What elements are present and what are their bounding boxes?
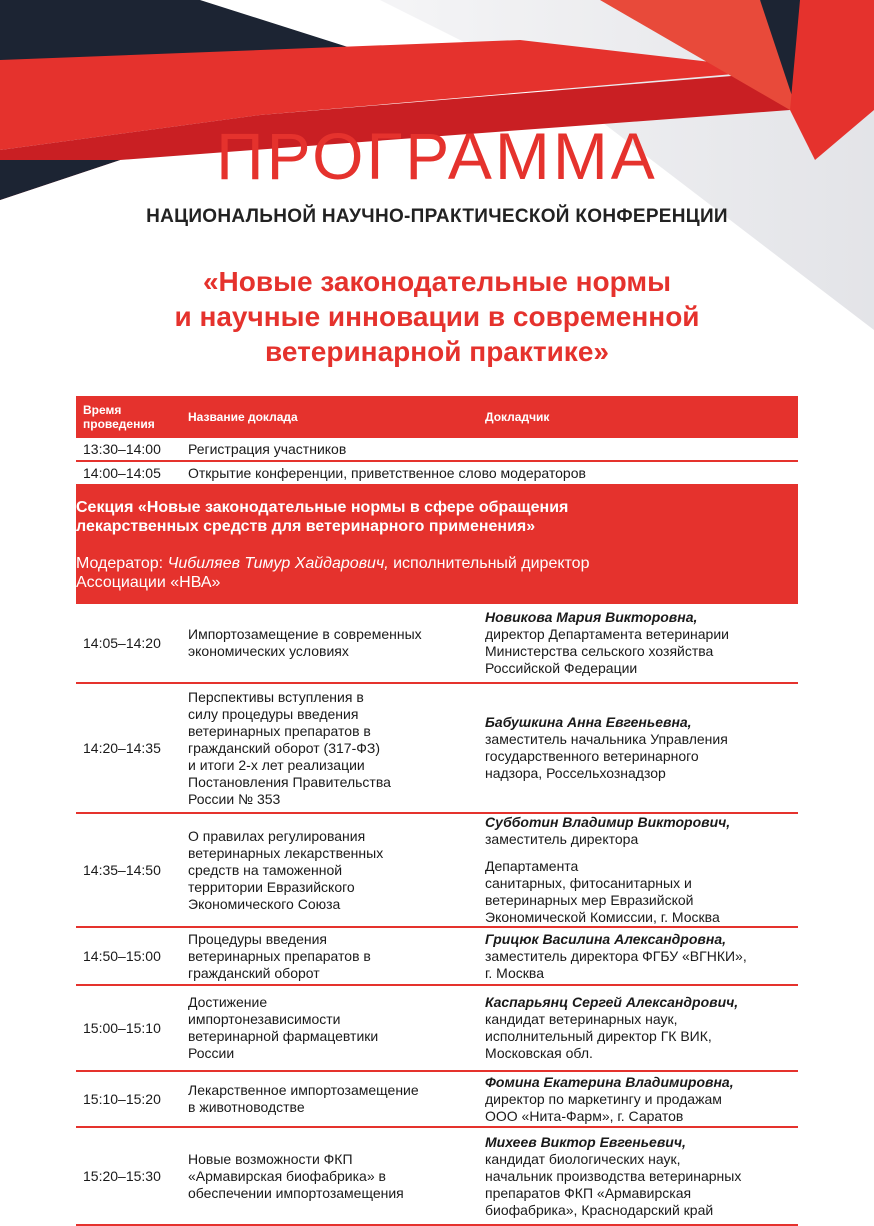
row-time: 14:20–14:35 (76, 683, 178, 813)
row-title-line: и итоги 2-х лет реализации (188, 756, 365, 773)
speaker-name: Каспарьянц Сергей Александрович, (485, 994, 739, 1010)
row-title (178, 927, 475, 985)
conference-title-line: и научные инновации в современной (174, 301, 700, 332)
row-title: Открытие конференции, приветственное слово модераторов (178, 461, 798, 485)
conference-title-line: ветеринарной практике» (265, 336, 609, 367)
section-name (76, 498, 798, 536)
table-row (76, 438, 798, 461)
speaker-detail-line: надзора, Россельхознадзор (485, 765, 666, 781)
table-row (76, 683, 798, 813)
row-title-line: гражданский оборот (317-ФЗ) (188, 739, 380, 756)
row-title-line: Процедуры введения (188, 930, 328, 947)
row-title (178, 604, 475, 683)
row-time: 13:30–14:00 (76, 438, 178, 461)
conference-title (0, 264, 874, 369)
speaker-detail-line: начальник производства ветеринарных (485, 1167, 742, 1184)
row-title-line: Перспективы вступления в (188, 688, 364, 705)
speaker-detail-line: биофабрика», Краснодарский край (485, 1201, 714, 1218)
speaker-detail-line: ветеринарных мер Евразийской (485, 892, 694, 908)
speaker-detail-line: директор Департамента ветеринарии (485, 626, 729, 642)
table-row (76, 1127, 798, 1225)
row-title-line: Импортозамещение в современных (188, 626, 422, 642)
section-moderator (76, 554, 798, 592)
row-title-line: импортонезависимости (188, 1011, 341, 1027)
row-title-line: Новые возможности ФКП (188, 1150, 353, 1167)
row-title-line: О правилах регулирования (188, 827, 366, 844)
table-row (76, 985, 798, 1071)
section-name-line1: Секция «Новые законодательные нормы в сфере обращения (76, 499, 569, 516)
column-header-speaker: Докладчик (475, 396, 798, 438)
column-header-time-line1: Время (83, 403, 122, 417)
speaker-detail-line: директор по маркетингу и продажам (485, 1090, 722, 1107)
page-subtitle: НАЦИОНАЛЬНОЙ НАУЧНО-ПРАКТИЧЕСКОЙ КОНФЕРЕНЦИИ (146, 206, 728, 227)
row-speaker (475, 1071, 798, 1127)
row-title-line: ветеринарной фармацевтики (188, 1028, 379, 1044)
row-time: 14:05–14:20 (76, 604, 178, 683)
row-title-line: ветеринарных препаратов в (188, 722, 371, 739)
moderator-prefix: Модератор: (76, 555, 168, 572)
row-speaker (475, 813, 798, 927)
speaker-name: Бабушкина Анна Евгеньевна, (485, 714, 692, 730)
section-header (76, 485, 798, 604)
row-title-line: Лекарственное импортозамещение (188, 1082, 419, 1098)
row-title-line: в животноводстве (188, 1099, 305, 1115)
moderator-role: исполнительный директор (388, 555, 590, 572)
program-rows (76, 604, 798, 1225)
program-table (76, 396, 798, 1226)
row-time: 15:20–15:30 (76, 1127, 178, 1225)
table-header (76, 396, 798, 438)
row-title (178, 1071, 475, 1127)
row-time: 14:00–14:05 (76, 461, 178, 485)
row-title-line: ветеринарных лекарственных (188, 844, 384, 861)
speaker-detail-line: препаратов ФКП «Армавирская (485, 1184, 692, 1201)
row-time: 15:00–15:10 (76, 985, 178, 1071)
section-cell (76, 485, 798, 604)
table-row (76, 927, 798, 985)
row-speaker (475, 1127, 798, 1225)
row-title-line: территории Евразийского (188, 878, 355, 895)
speaker-name: Новикова Мария Викторовна, (485, 609, 698, 625)
row-time: 14:35–14:50 (76, 813, 178, 927)
row-title-line: Экономического Союза (188, 895, 341, 912)
speaker-name: Фомина Екатерина Владимировна, (485, 1073, 734, 1090)
row-title-line: Достижение (188, 994, 268, 1010)
section-name-line2: лекарственных средств для ветеринарного применения» (76, 518, 536, 535)
row-title-line: обеспечении импортозамещения (188, 1184, 404, 1201)
speaker-detail-line: исполнительный директор ГК ВИК, (485, 1028, 712, 1044)
table-row (76, 813, 798, 927)
row-title (178, 683, 475, 813)
row-title (178, 1127, 475, 1225)
speaker-detail-line: кандидат ветеринарных наук, (485, 1011, 678, 1027)
column-header-time-line2: проведения (83, 417, 155, 431)
speaker-detail-line: Экономической Комиссии, г. Москва (485, 909, 720, 925)
row-speaker (475, 604, 798, 683)
row-title-line: «Армавирская биофабрика» в (188, 1167, 386, 1184)
moderator-role-line2: Ассоциации «НВА» (76, 574, 221, 591)
row-title: Регистрация участников (178, 438, 798, 461)
table-row (76, 604, 798, 683)
row-title-line: России № 353 (188, 790, 281, 807)
speaker-detail-line: кандидат биологических наук, (485, 1150, 681, 1167)
row-speaker (475, 683, 798, 813)
speaker-name: Грицюк Василина Александровна, (485, 930, 727, 947)
row-time: 14:50–15:00 (76, 927, 178, 985)
speaker-detail-line: Министерства сельского хозяйства (485, 643, 714, 659)
speaker-detail-line: государственного ветеринарного (485, 748, 699, 764)
row-speaker (475, 985, 798, 1071)
column-header-talk: Название доклада (178, 396, 475, 438)
row-title-line: экономических условиях (188, 643, 349, 659)
speaker-detail-line: санитарных, фитосанитарных и (485, 875, 692, 891)
speaker-detail-line: ООО «Нита-Фарм», г. Саратов (485, 1107, 684, 1124)
row-title-line: гражданский оборот (188, 964, 320, 981)
speaker-detail-line: Департамента (485, 858, 579, 874)
row-title (178, 985, 475, 1071)
page-title: ПРОГРАММА (216, 119, 658, 193)
conference-title-line: «Новые законодательные нормы (202, 266, 672, 297)
speaker-detail-line: Московская обл. (485, 1045, 593, 1061)
row-speaker (475, 927, 798, 985)
row-title-line: России (188, 1045, 235, 1061)
moderator-name: Чибиляев Тимур Хайдарович, (167, 555, 389, 572)
speaker-name: Субботин Владимир Викторович, (485, 814, 731, 830)
speaker-detail-group (485, 858, 798, 926)
row-title (178, 813, 475, 927)
table-row (76, 461, 798, 485)
speaker-detail-line: заместитель директора (485, 831, 639, 847)
row-title-line: ветеринарных препаратов в (188, 947, 371, 964)
column-header-time (76, 396, 178, 438)
speaker-detail-line: Российской Федерации (485, 660, 638, 676)
speaker-detail-line: заместитель начальника Управления (485, 731, 728, 747)
row-title-line: средств на таможенной (188, 861, 343, 878)
speaker-name: Михеев Виктор Евгеньевич, (485, 1133, 686, 1150)
table-row (76, 1071, 798, 1127)
speaker-detail-line: заместитель директора ФГБУ «ВГНКИ», (485, 947, 747, 964)
row-time: 15:10–15:20 (76, 1071, 178, 1127)
speaker-detail-line: г. Москва (485, 964, 544, 981)
row-title-line: Постановления Правительства (188, 773, 391, 790)
row-title-line: силу процедуры введения (188, 705, 359, 722)
